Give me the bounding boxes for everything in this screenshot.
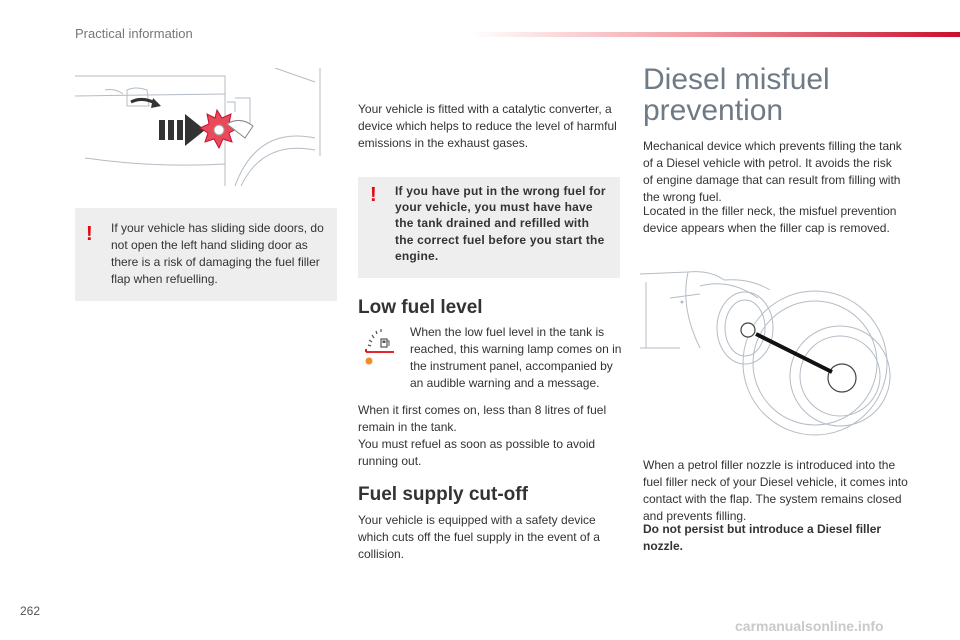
section-title: Practical information	[75, 26, 193, 41]
diesel-misfuel-title-line2: prevention	[643, 94, 784, 127]
catalytic-converter-text: Your vehicle is fitted with a catalytic converter, a device which helps to reduce the level of harmful emissions in the exhaust gases.	[358, 102, 617, 150]
sliding-door-note-text: If your vehicle has sliding side doors, do not open the left hand sliding door as there is a risk of damaging the fuel filler flap when refuelling.	[111, 221, 324, 286]
low-fuel-heading: Low fuel level	[358, 297, 483, 318]
wrong-fuel-warning-box	[358, 177, 620, 278]
misfuel-petrol-nozzle-text: When a petrol filler nozzle is introduced into the fuel filler neck of your Diesel vehicle, it comes into contact with the flap. The system remains closed and prevents filling.	[643, 458, 908, 523]
van-fuel-flap-illustration	[75, 68, 337, 186]
filler-neck-illustration	[640, 268, 902, 438]
low-fuel-remaining-text: When it first comes on, less than 8 litres of fuel remain in the tank.	[358, 403, 607, 434]
watermark: carmanualsonline.info	[735, 618, 884, 634]
fuel-cutoff-text: Your vehicle is equipped with a safety device which cuts off the fuel supply in the event of a collision.	[358, 513, 600, 561]
warning-icon: !	[86, 223, 93, 245]
sliding-door-note	[75, 208, 337, 301]
fuel-cutoff-heading: Fuel supply cut-off	[358, 484, 528, 505]
low-fuel-warning-lamp-icon	[363, 325, 397, 367]
misfuel-location: Located in the filler neck, the misfuel prevention device appears when the filler cap is removed.	[643, 204, 897, 235]
wrong-fuel-warning-text: If you have put in the wrong fuel for your vehicle, you must have have the tank drained and refilled with the correct fuel before you start the engine.	[395, 184, 606, 263]
low-fuel-refuel-text: You must refuel as soon as possible to avoid running out.	[358, 437, 596, 468]
misfuel-description: Mechanical device which prevents filling the tank of a Diesel vehicle with petrol. It avoids the risk of engine damage that can result from filling with the wrong fuel.	[643, 139, 902, 204]
header-accent-bar	[470, 32, 960, 37]
warning-icon: !	[370, 184, 377, 206]
diesel-misfuel-title-line1: Diesel misfuel	[643, 63, 830, 96]
page-number: 262	[20, 604, 41, 618]
diesel-misfuel-title	[643, 64, 923, 126]
misfuel-diesel-instruction: Do not persist but introduce a Diesel filler nozzle.	[643, 522, 882, 553]
low-fuel-lamp-text: When the low fuel level in the tank is reached, this warning lamp comes on in the instrument panel, accompanied by an audible warning and a message.	[410, 325, 622, 390]
